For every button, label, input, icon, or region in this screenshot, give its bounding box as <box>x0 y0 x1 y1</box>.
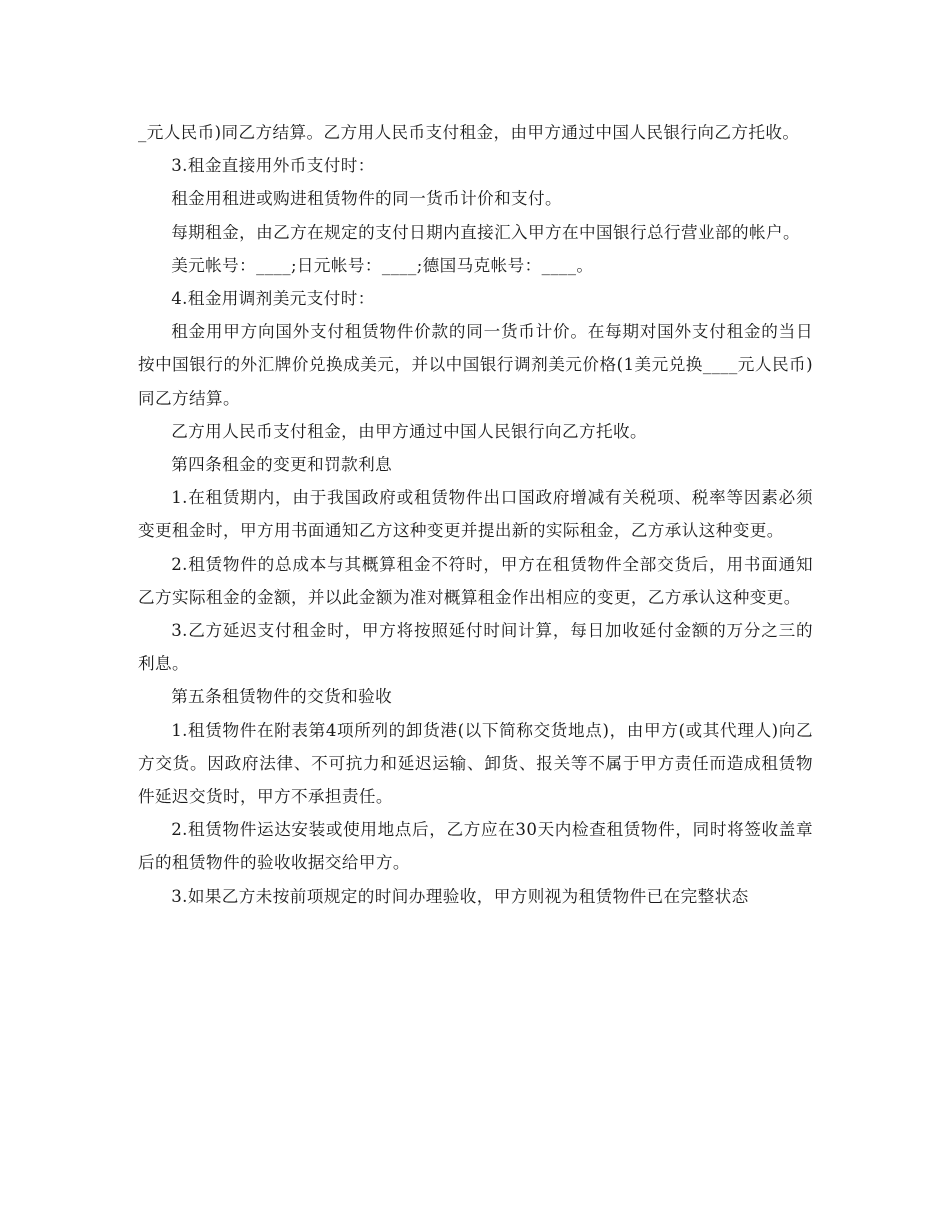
section-heading: 第四条租金的变更和罚款利息 <box>171 455 393 475</box>
paragraph: 乙方用人民币支付租金，由甲方通过中国人民银行向乙方托收。 <box>171 421 648 441</box>
paragraph: 美元帐号：____;日元帐号：____;德国马克帐号：____。 <box>171 255 594 275</box>
paragraph: 3.乙方延迟支付租金时，甲方将按照延付时间计算，每日加收延付金额的万分之三的利息。 <box>138 621 813 674</box>
paragraph: 4.租金用调剂美元支付时： <box>171 289 375 309</box>
paragraph: 3.如果乙方未按前项规定的时间办理验收，甲方则视为租赁物件已在完整状态 <box>171 886 749 906</box>
paragraph: 2.租赁物件运达安装或使用地点后，乙方应在30天内检查租赁物件，同时将签收盖章后的租赁物件的验收收据交给甲方。 <box>138 820 813 873</box>
paragraph: 1.在租赁期内，由于我国政府或租赁物件出口国政府增减有关税项、税率等因素必须变更租金时，甲方用书面通知乙方这种变更并提出新的实际租金，乙方承认这种变更。 <box>138 488 813 541</box>
paragraph: 1.租赁物件在附表第4项所列的卸货港(以下简称交货地点)，由甲方(或其代理人)向乙方交货。因政府法律、不可抗力和延迟运输、卸货、报关等不属于甲方责任而造成租赁物件延迟交货时，甲方不承担责任。 <box>138 720 813 807</box>
paragraph: _元人民币)同乙方结算。乙方用人民币支付租金，由甲方通过中国人民银行向乙方托收。 <box>138 123 800 142</box>
paragraph: 租金用租进或购进租赁物件的同一货币计价和支付。 <box>171 189 563 209</box>
paragraph: 3.租金直接用外币支付时： <box>171 156 375 176</box>
section-heading: 第五条租赁物件的交货和验收 <box>171 687 393 707</box>
document-page <box>138 116 813 913</box>
paragraph: 租金用甲方向国外支付租赁物件价款的同一货币计价。在每期对国外支付租金的当日按中国银行的外汇牌价兑换成美元，并以中国银行调剂美元价格(1美元兑换____元人民币)同乙方结算。 <box>138 322 813 408</box>
paragraph: 2.租赁物件的总成本与其概算租金不符时，甲方在租赁物件全部交货后，用书面通知乙方实际租金的金额，并以此金额为准对概算租金作出相应的变更，乙方承认这种变更。 <box>138 554 813 607</box>
paragraph: 每期租金，由乙方在规定的支付日期内直接汇入甲方在中国银行总行营业部的帐户。 <box>171 222 800 242</box>
